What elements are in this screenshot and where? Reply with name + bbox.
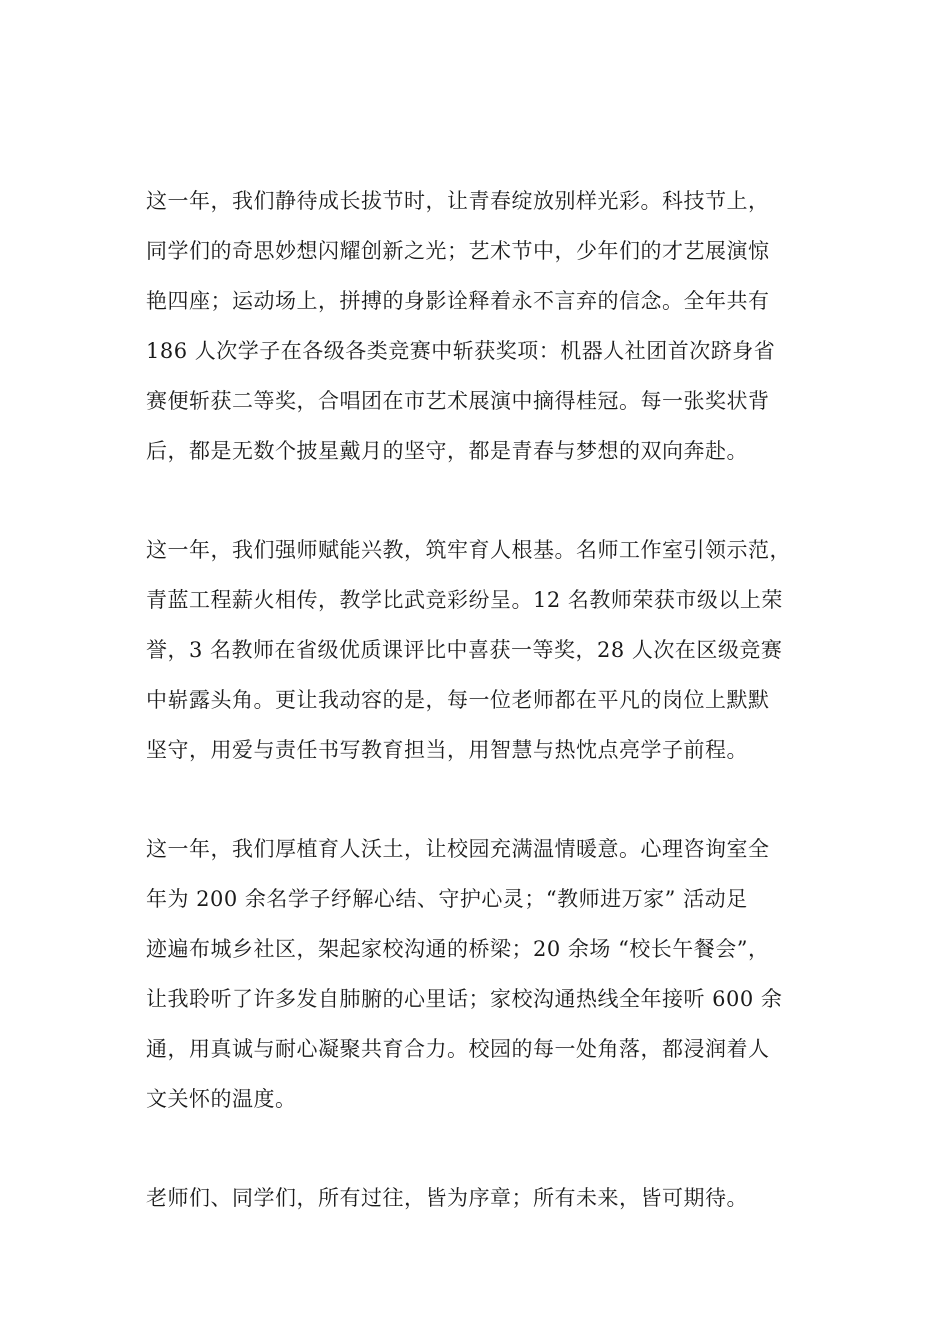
text-line: 迹遍布城乡社区，架起家校沟通的桥梁；20 余场 “校长午餐会”， — [146, 937, 770, 961]
text-line: 通，用真诚与耐心凝聚共育合力。校园的每一处角落，都浸润着人 — [146, 1037, 770, 1061]
text-line: 这一年，我们静待成长拔节时，让青春绽放别样光彩。科技节上， — [146, 189, 770, 213]
text-line: 后，都是无数个披星戴月的坚守，都是青春与梦想的双向奔赴。 — [146, 439, 748, 463]
text-line: 艳四座；运动场上，拼搏的身影诠释着永不言弃的信念。全年共有 — [146, 289, 770, 313]
text-line: 文关怀的温度。 — [146, 1087, 297, 1111]
text-line: 186 人次学子在各级各类竞赛中斩获奖项：机器人社团首次跻身省 — [146, 339, 776, 363]
text-line: 誉，3 名教师在省级优质课评比中喜获一等奖，28 人次在区级竞赛 — [146, 638, 783, 662]
text-line: 青蓝工程薪火相传，教学比武竞彩纷呈。12 名教师荣获市级以上荣 — [146, 588, 783, 612]
text-line: 这一年，我们厚植育人沃土，让校园充满温情暖意。心理咨询室全 — [146, 837, 770, 861]
text-line: 坚守，用爱与责任书写教育担当，用智慧与热忱点亮学子前程。 — [146, 738, 748, 762]
text-line: 同学们的奇思妙想闪耀创新之光；艺术节中，少年们的才艺展演惊 — [146, 239, 770, 263]
text-line: 老师们、同学们，所有过往，皆为序章；所有未来，皆可期待。 — [146, 1186, 748, 1210]
text-line: 中崭露头角。更让我动容的是，每一位老师都在平凡的岗位上默默 — [146, 688, 770, 712]
text-line: 让我聆听了许多发自肺腑的心里话；家校沟通热线全年接听 600 余 — [146, 987, 783, 1011]
text-line: 年为 200 余名学子纾解心结、守护心灵；“教师进万家” 活动足 — [146, 887, 748, 911]
text-line: 赛便斩获二等奖，合唱团在市艺术展演中摘得桂冠。每一张奖状背 — [146, 389, 770, 413]
text-line: 这一年，我们强师赋能兴教，筑牢育人根基。名师工作室引领示范， — [146, 538, 791, 562]
